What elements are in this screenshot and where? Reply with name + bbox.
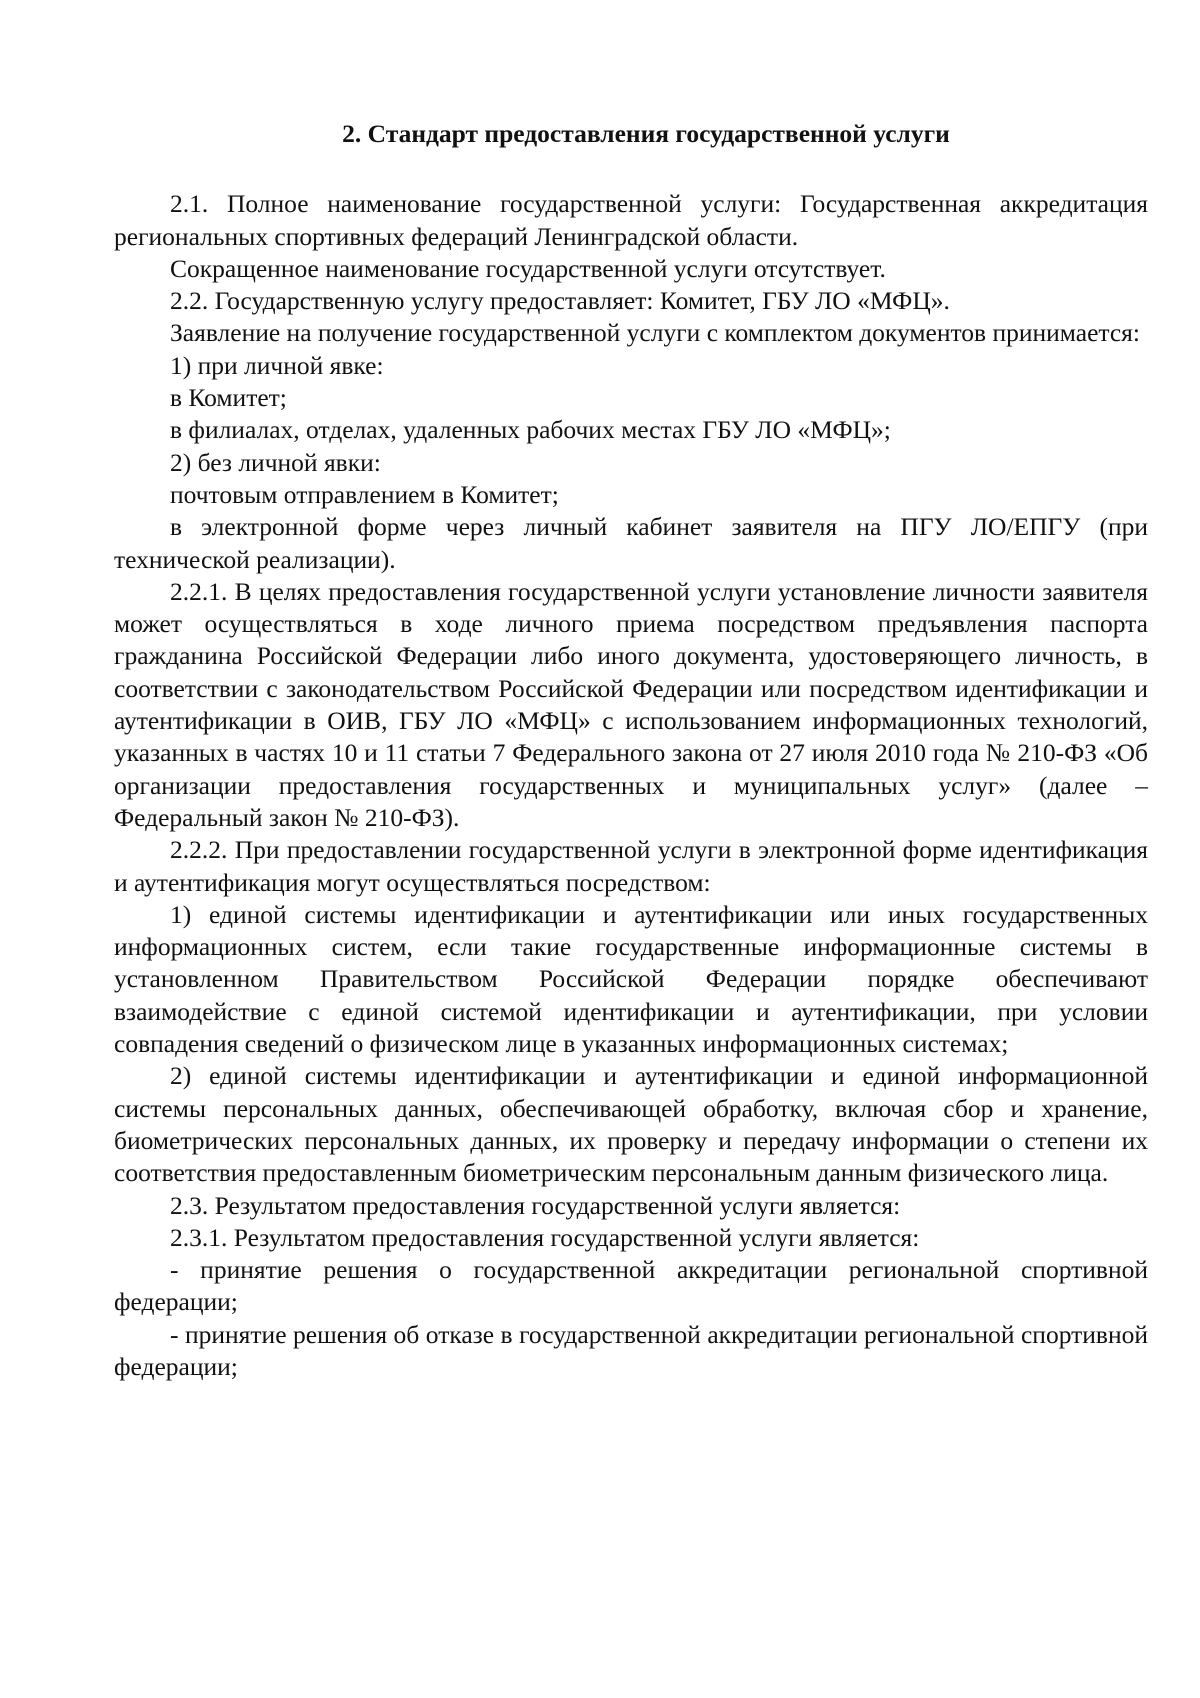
paragraph-2-2-2: 2.2.2. При предоставлении государственной услуги в электронной форме идентификация и аутентификация могут осуществляться посредством: [114,835,1148,897]
paragraph-2-2: 2.2. Государственную услугу предоставляет: Комитет, ГБУ ЛО «МФЦ». [170,286,950,316]
paragraph-2-1: 2.1. Полное наименование государственной услуги: Государственная аккредитация региональных спортивных федераций Ленинградской области. [114,189,1148,251]
paragraph-application: Заявление на получение государственной услуги с комплектом документов принимается: [170,318,1140,348]
list-item-committee: в Комитет; [170,383,287,413]
paragraph-2-3: 2.3. Результатом предоставления государственной услуги является: [170,1190,901,1220]
list-item-remote: 2) без личной явки: [170,447,381,477]
section-title: 2. Стандарт предоставления государственной услуги [342,119,950,148]
list-item-personal: 1) при личной явке: [170,350,384,380]
paragraph-2-3-1: 2.3.1. Результатом предоставления государственной услуги является: [170,1222,920,1252]
list-item-esia: 1) единой системы идентификации и аутентификации или иных государственных информационных систем, если такие государственные информационные системы в установленном Правительством Российской Федерации порядке обеспечивают взаимодействие с единой системой идентификации и аутентификации, при условии совпадения сведений о физическом лице в указанных информационных системах; [114,899,1148,1059]
paragraph-2-2-1: 2.2.1. В целях предоставления государственной услуги установление личности заявителя может осуществляться в ходе личного приема посредством предъявления паспорта гражданина Российской Федерации либо иного документа, удостоверяющего личность, в соответствии с законодательством Российской Федерации или посредством идентификации и аутентификации в ОИВ, ГБУ ЛО «МФЦ» с использованием информационных технологий, указанных в частях 10 и 11 статьи 7 Федерального закона от 27 июля 2010 года № 210-ФЗ «Об организации предоставления государственных и муниципальных услуг» (далее – Федеральный закон № 210-ФЗ). [114,576,1148,832]
list-item-refusal: - принятие решения об отказе в государственной аккредитации региональной спортивной федерации; [114,1319,1148,1381]
list-item-biometric: 2) единой системы идентификации и аутентификации и единой информационной системы персональных данных, обеспечивающей обработку, включая сбор и хранение, биометрических персональных данных, их проверку и передачу информации о степени их соответствия предоставленным биометрическим персональным данным физического лица. [114,1061,1148,1188]
list-item-mail: почтовым отправлением в Комитет; [170,479,559,509]
list-item-accreditation: - принятие решения о государственной аккредитации региональной спортивной федерации; [114,1255,1148,1317]
paragraph-short-name: Сокращенное наименование государственной услуги отсутствует. [170,253,886,283]
list-item-electronic: в электронной форме через личный кабинет заявителя на ПГУ ЛО/ЕПГУ (при технической реализации). [114,512,1148,574]
list-item-branches: в филиалах, отделах, удаленных рабочих местах ГБУ ЛО «МФЦ»; [170,415,891,445]
